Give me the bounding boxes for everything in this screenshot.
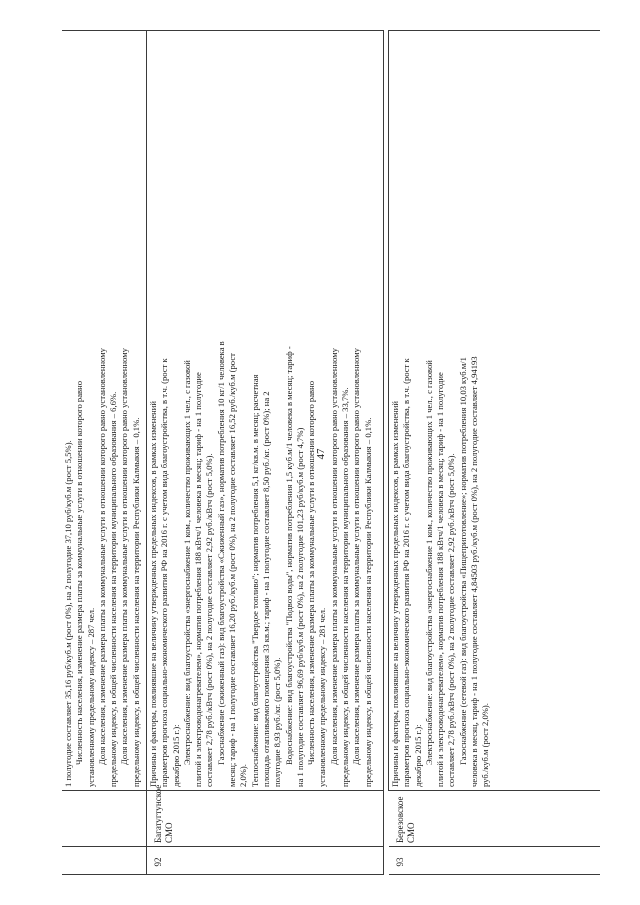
text-line: составляет 2,78 руб./кВтч (рост 0%), на 2 полугодие составляет 2,92 руб./кВтч (рост 5,0%).: [446, 453, 457, 787]
text-line: полугодие 8,93 руб./кг. (рост 5,0%).: [272, 657, 283, 787]
table-row-continuation: [62, 30, 146, 875]
text-line: Причины и факторы, повлиявшие на величину утвержденных предельных индексов, в рамках изменений: [148, 401, 158, 787]
text-line: Электроснабжение: вид благоустройства «энергоснабжение 1 ком., количество проживающих 1 чел., с газовой: [423, 360, 434, 765]
text-line: месяц; тариф - на 1 полугодие составляет 16,20 руб./куб.м (рост 0%), на 2 полугодие составляет 16,52 руб./куб.м (рост: [227, 353, 238, 787]
text-line: Электроснабжение: вид благоустройства «энергоснабжение 1 ком., количество проживающих 1 чел., с газовой: [181, 360, 192, 765]
text-line: на 1 полугодие составляет 96,69 руб/куб.м (рост 0%), на 2 полугодие 101,23 руб/куб.м (рост 4,7%): [294, 427, 305, 787]
text-line: параметров прогноза социально-экономического развития РФ на 2016 г. с учетом вида благоустройства, в т.ч. (рост к: [401, 358, 412, 787]
text-line: предельному индексу, в общей численности населения на территории Республики Калмыкия – 0,1%.: [130, 417, 141, 787]
page-number: 47: [315, 448, 327, 460]
row-description: [147, 35, 374, 787]
text-line: установленному предельному индексу – 287 чел.: [85, 607, 96, 787]
text-line: предельному индексу, в общей численности населения на территории Республики Калмыкия – 0,1%.: [362, 417, 373, 787]
text-line: плитой и электроводонагревателем», норматив потребления 188 кВтч/1 человека в месяц; тариф - на 1 полугодие: [193, 372, 204, 787]
text-line: площадь отапливаемого помещения 33 кв.м.; тариф - на 1 полугодие составляет 8,50 руб./кг. (рост 0%); на 2: [260, 391, 271, 787]
text-line: составляет 2,78 руб./кВтч (рост 0%), на 2 полугодие составляет 2,92 руб./кВтч (рост 5,0%).: [204, 453, 215, 787]
text-line: Численность населения, изменение размера платы за коммунальные услуги в отношении которого равно: [74, 381, 85, 765]
text-line: Водоснабжение: вид благоустройства "Подвоз воды", норматив потребления 1,5 куб.м/1 человека в месяц; тариф -: [283, 346, 294, 765]
text-line: предельному индексу, в общей численности населения на территории муниципального образования – 6,6%.: [108, 391, 119, 787]
text-line: установленному предельному индексу – 281 чел.: [317, 607, 328, 787]
text-line: Доля населения, изменение размера платы за коммунальные услуги в отношении которого равно установленному: [96, 348, 107, 765]
row-number: [62, 849, 68, 875]
text-line: Газоснабжение (сжиженный газ): вид благоустройства «Сжиженный газ», норматив потребления 10 кг/1 человека в: [215, 341, 226, 765]
row-number: 92: [153, 857, 163, 867]
text-line: Теплоснабжение: вид благоустройства "Твердое топливо"; норматив потребления 5,1 кг/кв.м. в месяц; расчетная: [249, 374, 260, 787]
text-line: руб./куб.м (рост 2,0%).: [480, 703, 491, 787]
text-line: плитой и электроводонагревателем», норматив потребления 188 кВтч/1 человека в месяц; тариф - на 1 полугодие: [435, 372, 446, 787]
table-row-93: [389, 30, 600, 875]
text-line: декабрю 2015 г.):: [412, 724, 423, 787]
row-description: [62, 35, 142, 787]
text-line: Численность населения, изменение размера платы за коммунальные услуги в отношении которого равно: [306, 381, 317, 765]
text-line: 2,0%).: [238, 764, 249, 787]
text-line: 1 полугодие составляет 35,16 руб/куб.м (рост 0%), на 2 полугодие 37,10 руб/куб.м (рост 5,5%).: [63, 440, 73, 787]
text-line: человека в месяц, тариф - на 1 полугодие составляет 4,84503 руб./куб.м (рост 0%), на 2 полугодие составляет 4,94193: [469, 356, 480, 787]
text-line: Причины и факторы, повлиявшие на величину утвержденных предельных индексов, в рамках изменений: [390, 401, 400, 787]
text-line: Газоснабжение (сетевой газ): вид благоустройства «Пищеприготовление»; норматив потребления 10,03 куб.м/1: [457, 357, 468, 765]
text-line: Доля населения, изменение размера платы за коммунальные услуги в отношении которого равно установленному: [119, 348, 130, 765]
municipality-name: [62, 795, 68, 843]
text-line: параметров прогноза социально-экономического развития РФ на 2016 г. с учетом вида благоустройства, в т.ч. (рост к: [159, 358, 170, 787]
municipality-name: Багатугтунское СМО: [153, 784, 174, 843]
row-number: 93: [395, 857, 405, 867]
text-line: Доля населения, изменение размера платы за коммунальные услуги в отношении которого равно установленному: [328, 348, 339, 765]
municipality-name: Березовское СМО: [395, 796, 416, 843]
indices-table: [62, 30, 600, 875]
text-line: декабрю 2015 г.):: [170, 724, 181, 787]
text-line: Доля населения, изменение размера платы за коммунальные услуги в отношении которого равно установленному: [351, 348, 362, 765]
rotated-page: [62, 30, 600, 875]
text-line: предельному индексу, в общей численности населения на территории муниципального образования – 33,7%.: [340, 387, 351, 787]
table-row-92: [147, 30, 383, 875]
row-description: [389, 35, 492, 787]
